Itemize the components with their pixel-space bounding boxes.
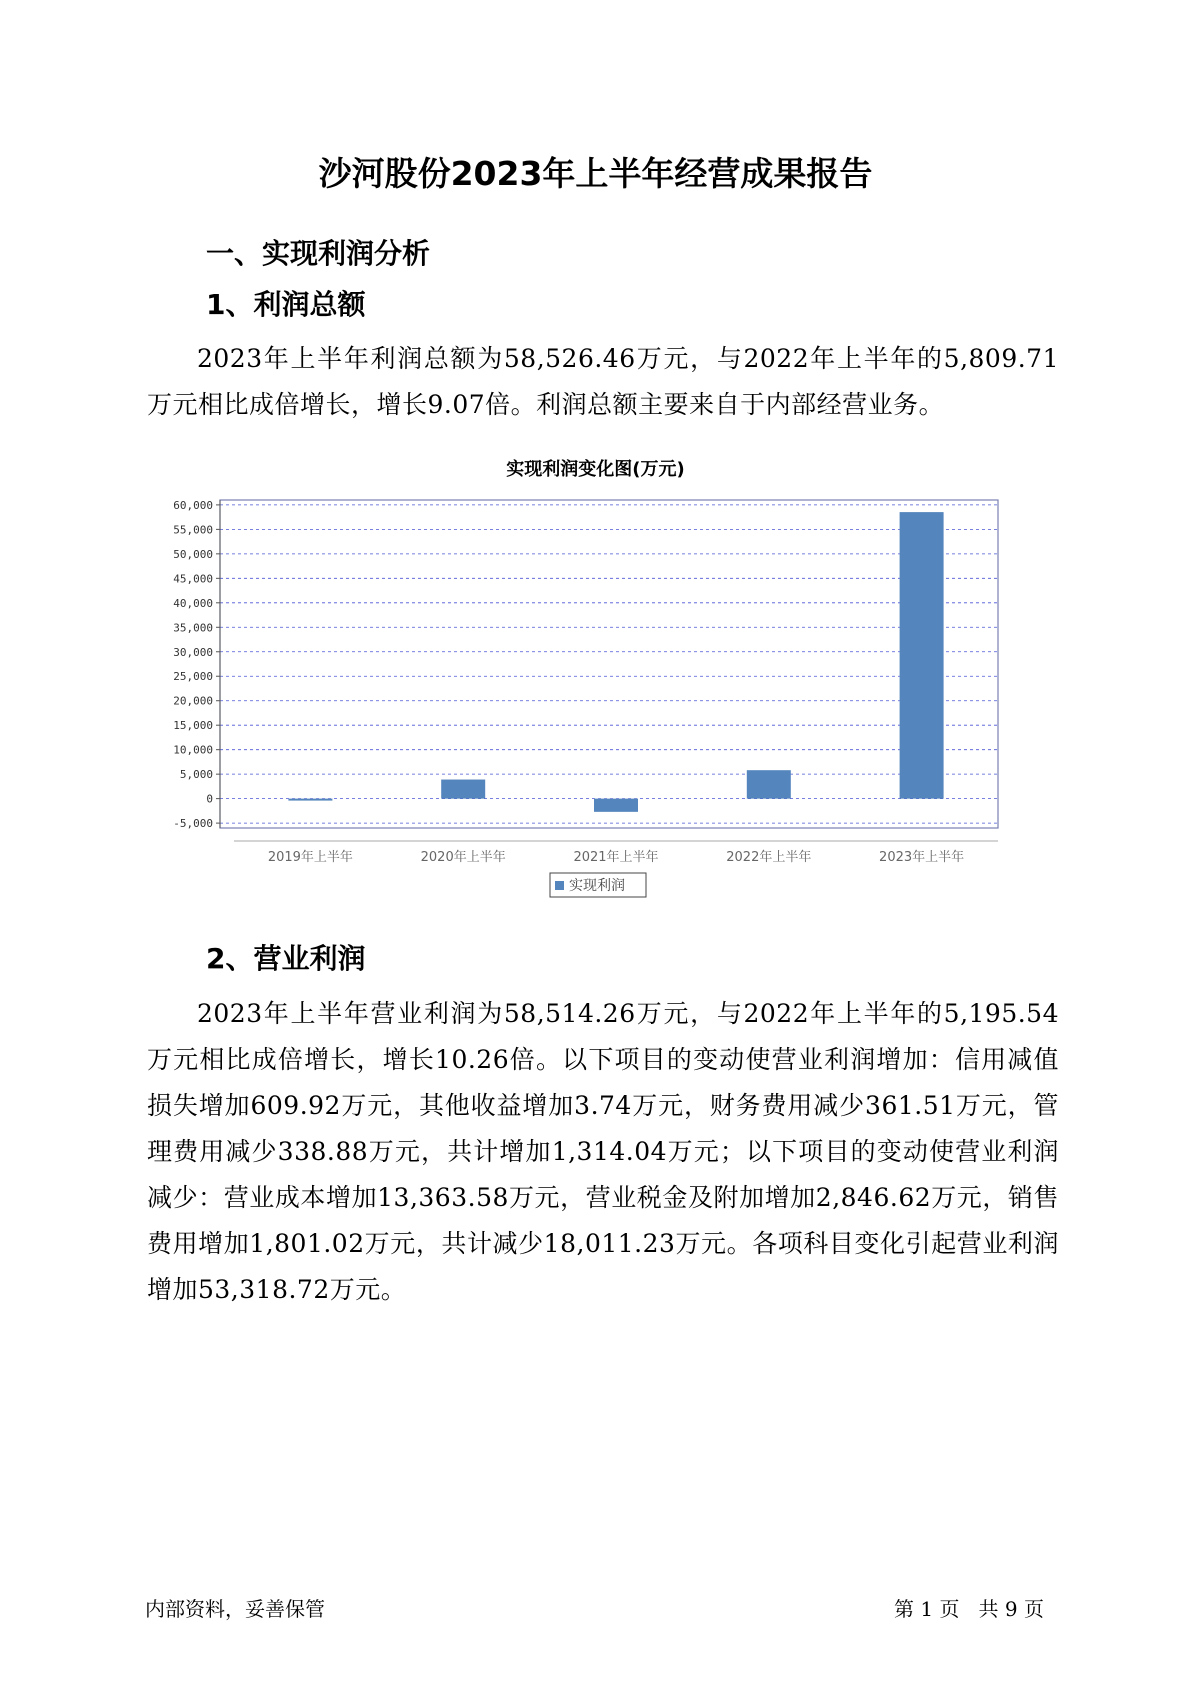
y-tick-label: 5,000 bbox=[179, 768, 213, 782]
y-tick-label: 50,000 bbox=[173, 547, 213, 561]
bar bbox=[441, 780, 485, 799]
y-tick-label: 0 bbox=[206, 792, 213, 806]
footer-page-number: 第 1 页 共 9 页 bbox=[894, 1597, 1044, 1621]
operating-profit-paragraph: 2023年上半年营业利润为58,514.26万元，与2022年上半年的5,195.54万元相比成倍增长，增长10.26倍。以下项目的变动使营业利润增加：信用减值损失增加609.92万元，其他收益增加3.74万元，财务费用减少361.51万元，管理费用减少338.88万元，共计增加1,314.04万元；以下项目的变动使营业利润减少：营业成本增加13,363.58万元，营业税金及附加增加2,846.62万元，销售费用增加1,801.02万元，共计减少18,011.23万元。各项科目变化引起营业利润增加53,318.72万元。 bbox=[147, 999, 1059, 1304]
y-tick-label: 15,000 bbox=[173, 719, 213, 733]
x-tick-label: 2019年上半年 bbox=[267, 850, 353, 865]
legend-swatch bbox=[555, 881, 564, 890]
y-tick-label: 35,000 bbox=[173, 621, 213, 635]
subsection-heading-operating-profit: 2、营业利润 bbox=[206, 942, 366, 975]
y-tick-label: 45,000 bbox=[173, 572, 213, 586]
y-tick-label: 20,000 bbox=[173, 694, 213, 708]
bar bbox=[900, 512, 944, 799]
plot-area bbox=[220, 500, 998, 828]
bar bbox=[747, 770, 791, 798]
y-tick-label: 40,000 bbox=[173, 596, 213, 610]
subsection-heading-total-profit: 1、利润总额 bbox=[206, 288, 366, 321]
total-profit-paragraph: 2023年上半年利润总额为58,526.46万元，与2022年上半年的5,809.71万元相比成倍增长，增长9.07倍。利润总额主要来自于内部经营业务。 bbox=[147, 344, 1059, 419]
x-tick-label: 2022年上半年 bbox=[726, 850, 812, 865]
y-tick-label: 55,000 bbox=[173, 523, 213, 537]
bar bbox=[288, 799, 332, 801]
footer-confidential-note: 内部资料，妥善保管 bbox=[145, 1597, 325, 1621]
y-tick-label: 25,000 bbox=[173, 670, 213, 684]
bar bbox=[594, 799, 638, 812]
legend-label: 实现利润 bbox=[569, 878, 625, 894]
x-tick-label: 2020年上半年 bbox=[420, 850, 506, 865]
y-tick-label: 10,000 bbox=[173, 743, 213, 757]
page-title: 沙河股份2023年上半年经营成果报告 bbox=[318, 154, 873, 193]
section-heading-profit-analysis: 一、实现利润分析 bbox=[206, 237, 431, 270]
profit-bar-chart bbox=[160, 488, 1020, 908]
chart-title: 实现利润变化图(万元) bbox=[506, 459, 685, 480]
y-tick-label: -5,000 bbox=[173, 817, 213, 831]
x-tick-label: 2023年上半年 bbox=[879, 850, 965, 865]
y-tick-label: 60,000 bbox=[173, 498, 213, 512]
x-tick-label: 2021年上半年 bbox=[573, 850, 659, 865]
y-tick-label: 30,000 bbox=[173, 645, 213, 659]
